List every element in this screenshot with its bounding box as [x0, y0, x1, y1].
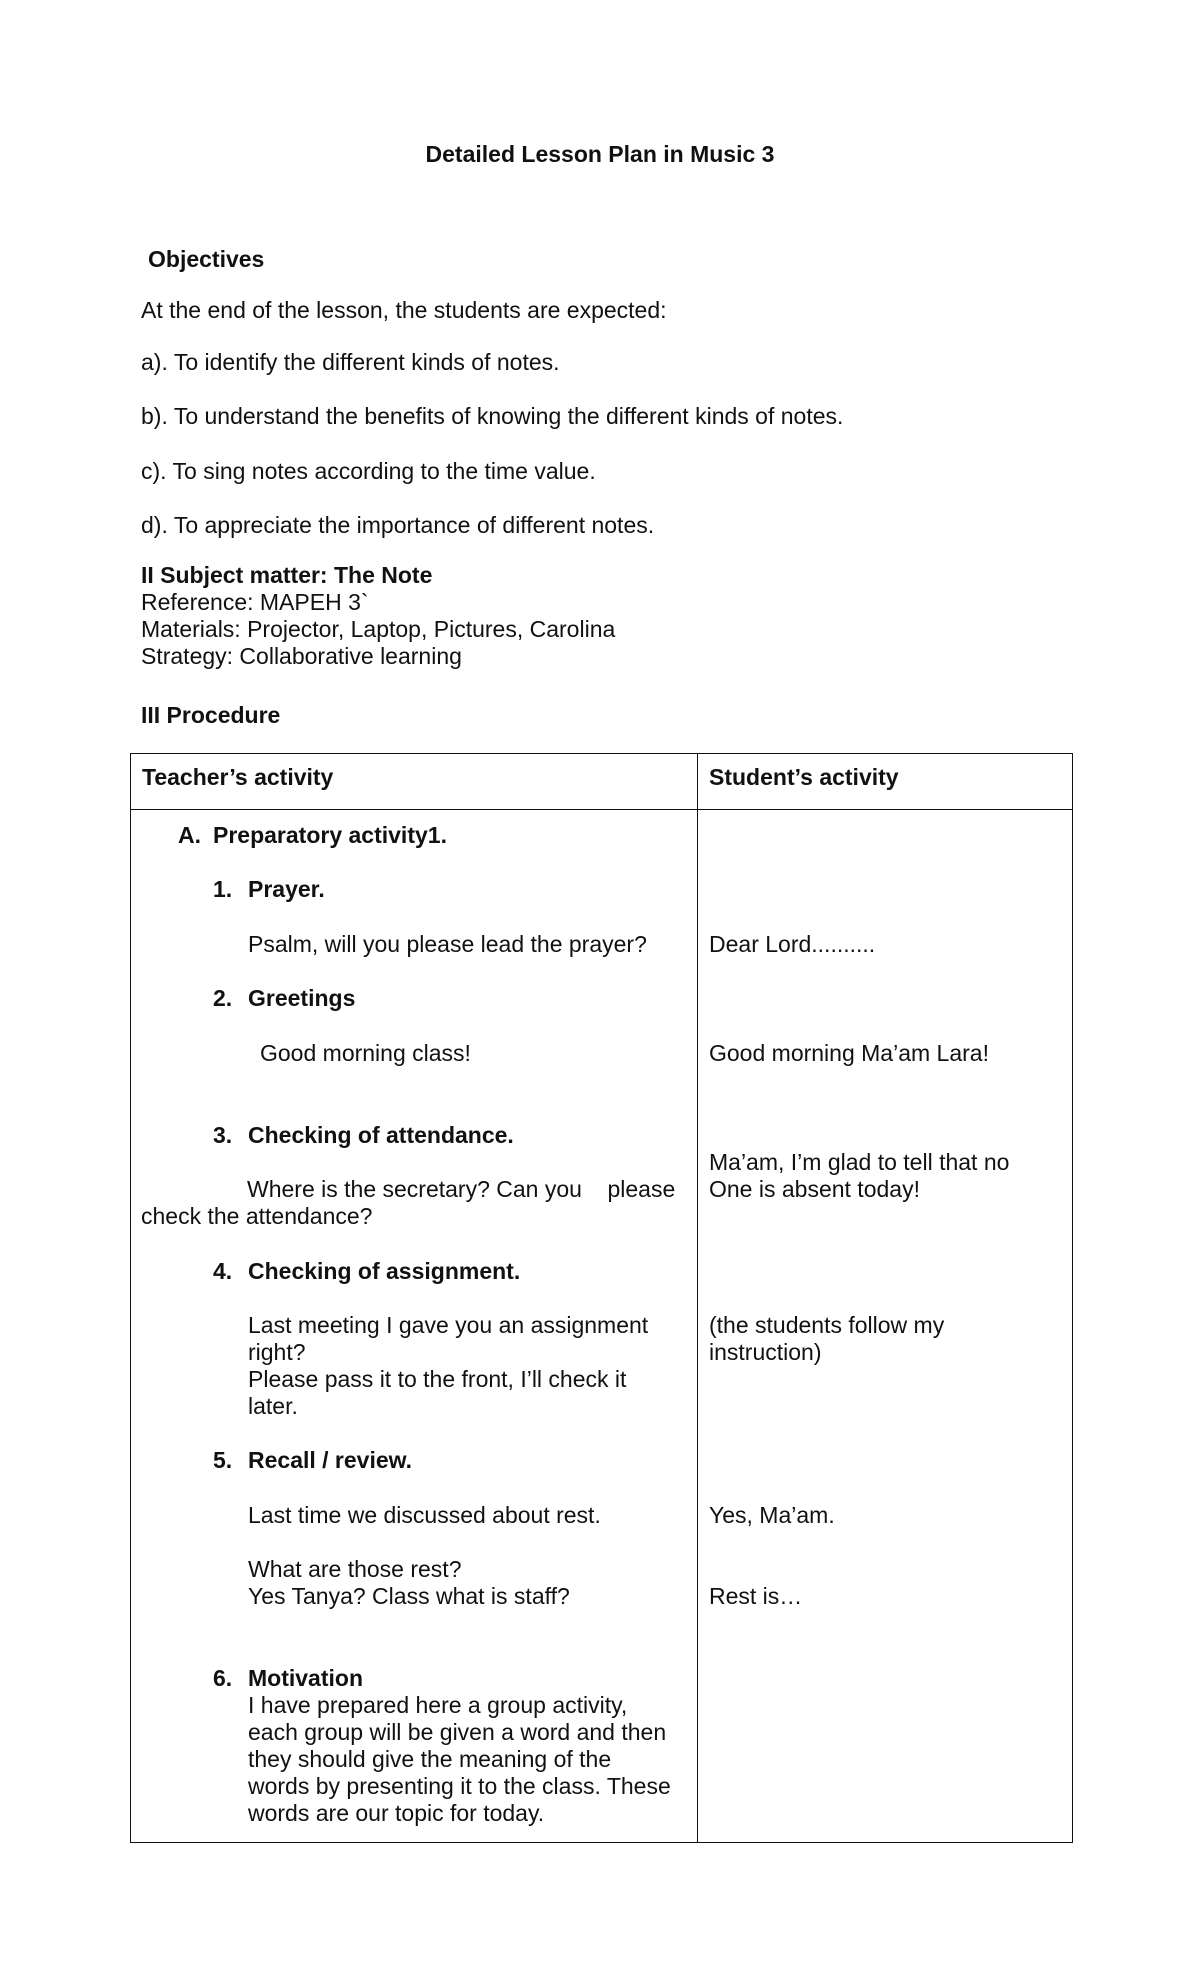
step-title: Recall / review.	[248, 1447, 413, 1473]
teacher-line: words by presenting it to the class. These	[248, 1773, 671, 1799]
column-header: Student’s activity	[709, 764, 899, 790]
student-line: Dear Lord..........	[709, 931, 876, 957]
teacher-line: words are our topic for today.	[248, 1800, 545, 1826]
student-line: instruction)	[709, 1339, 822, 1365]
step-title: Motivation	[248, 1665, 363, 1691]
header-cell-teacher	[131, 754, 698, 810]
objective-item: c). To sing notes according to the time value.	[141, 458, 596, 484]
teacher-line: Please pass it to the front, I’ll check it	[248, 1366, 627, 1392]
teacher-line: Where is the secretary? Can you please	[247, 1176, 676, 1202]
teacher-line: Psalm, will you please lead the prayer?	[248, 931, 647, 957]
teacher-activity-cell	[131, 810, 698, 1843]
header-cell-student	[698, 754, 1073, 810]
teacher-line: Last time we discussed about rest.	[248, 1502, 601, 1528]
student-line: Good morning Ma’am Lara!	[709, 1040, 989, 1066]
objectives-intro: At the end of the lesson, the students are expected:	[141, 297, 667, 323]
section-marker: A.	[178, 822, 201, 848]
step-number: 3.	[213, 1122, 233, 1148]
table-header-row	[131, 754, 1073, 810]
teacher-line: later.	[248, 1393, 298, 1419]
objective-item: d). To appreciate the importance of different notes.	[141, 512, 655, 538]
student-line: One is absent today!	[709, 1176, 920, 1202]
subject-reference: Reference: MAPEH 3`	[141, 589, 369, 615]
step-title: Greetings	[248, 985, 356, 1011]
teacher-line: Yes Tanya? Class what is staff?	[248, 1583, 570, 1609]
step-title: Checking of assignment.	[248, 1258, 521, 1284]
page-title: Detailed Lesson Plan in Music 3	[425, 141, 775, 167]
subject-materials: Materials: Projector, Laptop, Pictures, Carolina	[141, 616, 616, 642]
step-title: Prayer.	[248, 876, 325, 902]
step-number: 4.	[213, 1258, 233, 1284]
student-activity-cell	[698, 810, 1073, 1843]
student-line: (the students follow my	[709, 1312, 945, 1338]
step-number: 1.	[213, 876, 233, 902]
student-line: Yes, Ma’am.	[709, 1502, 835, 1528]
subject-matter	[141, 562, 615, 670]
teacher-line: each group will be given a word and then	[248, 1719, 667, 1745]
teacher-line: I have prepared here a group activity,	[248, 1692, 628, 1718]
subject-strategy: Strategy: Collaborative learning	[141, 643, 462, 669]
teacher-line: right?	[248, 1339, 306, 1365]
objective-item: b). To understand the benefits of knowing the different kinds of notes.	[141, 403, 844, 429]
teacher-line: Last meeting I gave you an assignment	[248, 1312, 649, 1338]
student-line: Ma’am, I’m glad to tell that no	[709, 1149, 1010, 1175]
teacher-line: they should give the meaning of the	[248, 1746, 612, 1772]
step-title: Checking of attendance.	[248, 1122, 514, 1148]
step-number: 2.	[213, 985, 233, 1011]
teacher-line: What are those rest?	[248, 1556, 462, 1582]
column-header: Teacher’s activity	[142, 764, 334, 790]
teacher-line: Good morning class!	[260, 1040, 471, 1066]
objective-item: a). To identify the different kinds of notes.	[141, 349, 560, 375]
procedure-heading: III Procedure	[141, 702, 281, 728]
teacher-line: check the attendance?	[141, 1203, 373, 1229]
procedure-table	[130, 753, 1073, 1843]
objectives-heading: Objectives	[148, 246, 265, 272]
section-title: Preparatory activity1.	[213, 822, 447, 848]
step-number: 5.	[213, 1447, 233, 1473]
student-line: Rest is…	[709, 1583, 803, 1609]
subject-matter-heading: II Subject matter: The Note	[141, 562, 433, 588]
step-number: 6.	[213, 1665, 233, 1691]
table-row	[131, 810, 1073, 1843]
